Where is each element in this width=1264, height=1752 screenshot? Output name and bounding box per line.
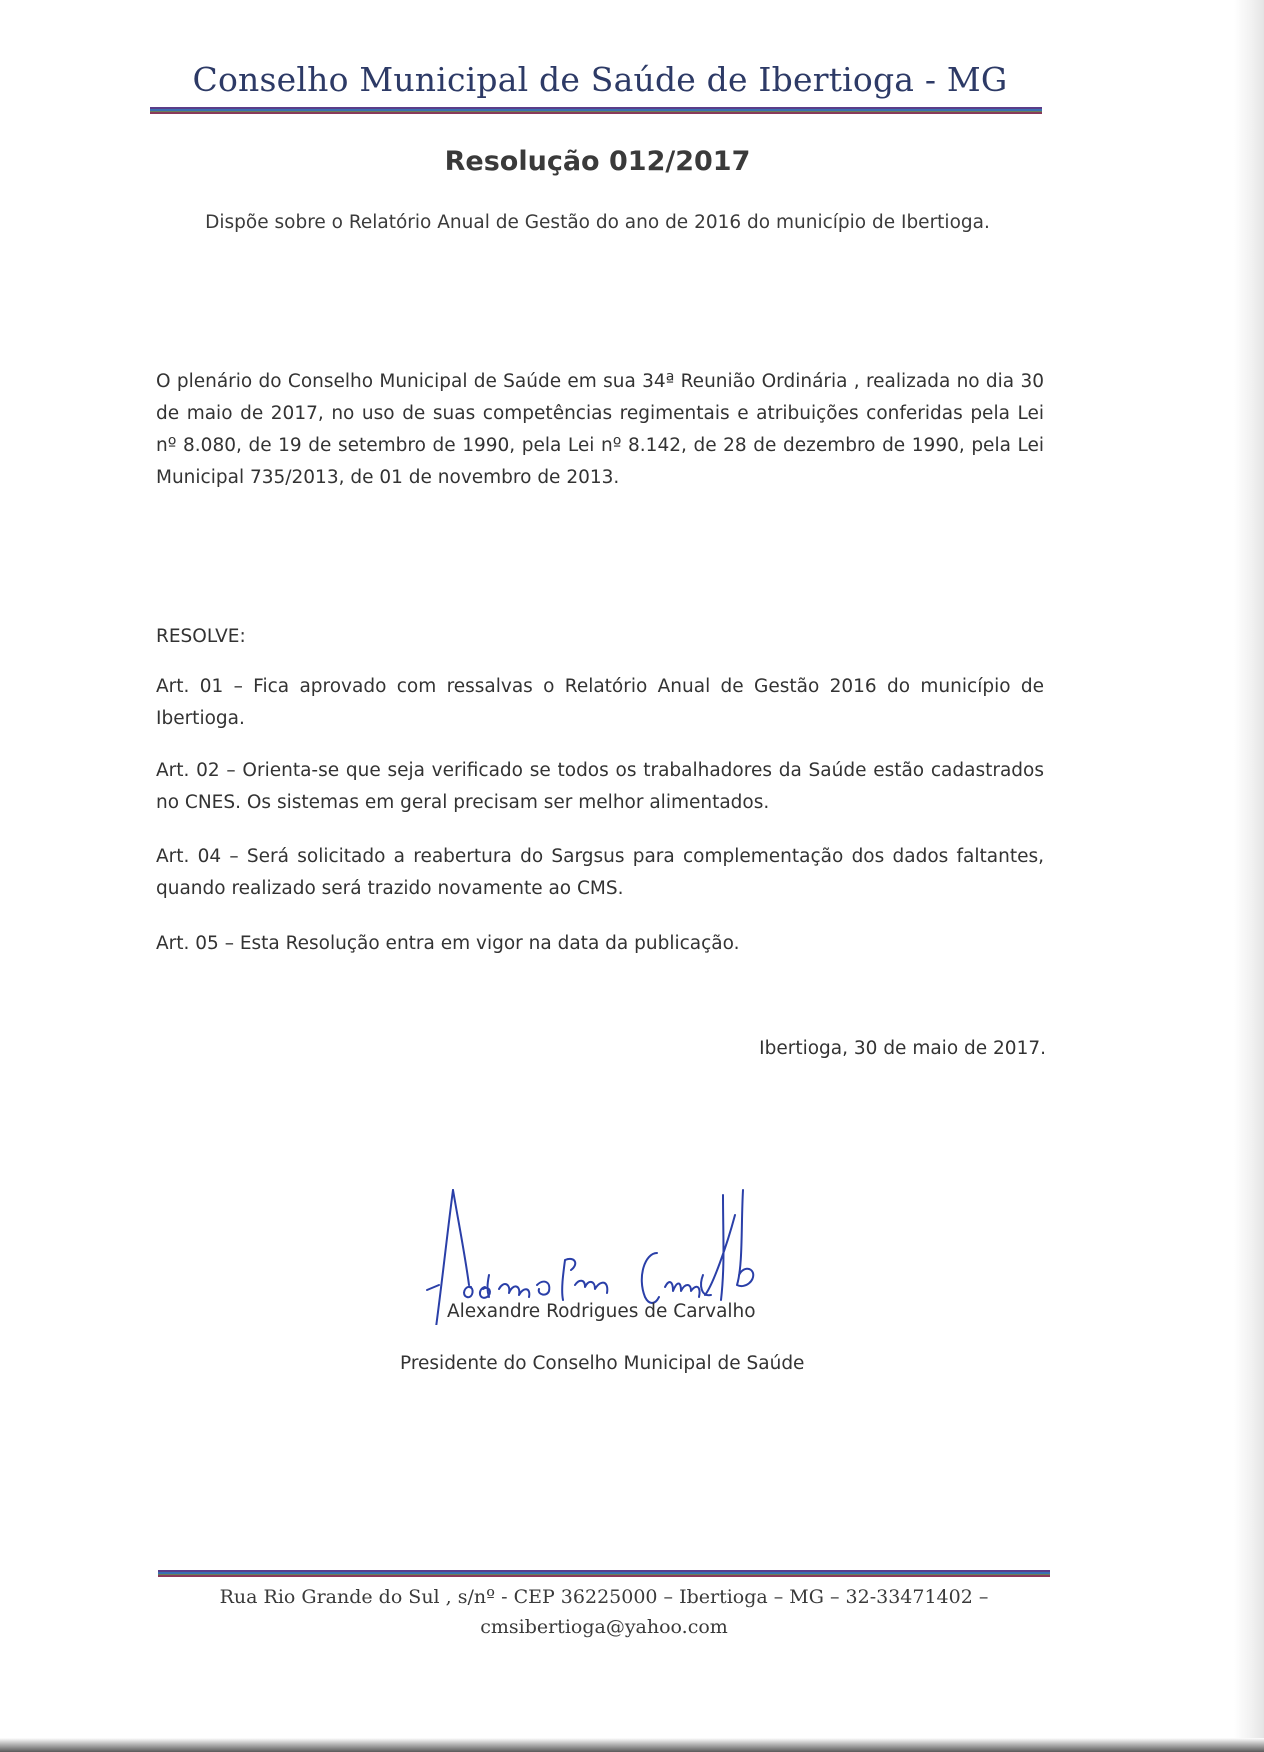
resolution-title: Resolução 012/2017: [444, 146, 751, 177]
article-04: Art. 04 – Será solicitado a reabertura do Sargsus para complementação dos dados faltantes, quando realizado será trazido novamente ao CMS.: [156, 846, 1044, 899]
place-and-date: Ibertioga, 30 de maio de 2017.: [759, 1038, 1046, 1059]
page-edge-shadow: [1234, 0, 1264, 1752]
footer-address: Rua Rio Grande do Sul , s/nº - CEP 36225000 – Ibertioga – MG – 32-33471402 –: [219, 1586, 989, 1608]
article-02: Art. 02 – Orienta-se que seja verificado se todos os trabalhadores da Saúde estão cadastrados no CNES. Os sistemas em geral precisam ser melhor alimentados.: [156, 760, 1044, 813]
letterhead-divider: [150, 107, 1042, 114]
preamble-paragraph: O plenário do Conselho Municipal de Saúde em sua 34ª Reunião Ordinária , realizada no dia 30 de maio de 2017, no uso de suas competências regimentais e atribuições conferidas pela Lei nº 8.080, de 19 de setembro de 1990, pela Lei nº 8.142, de 28 de dezembro de 1990, pela Lei Municipal 735/2013, de 01 de novembro de 2013.: [156, 371, 1044, 488]
article-05: Art. 05 – Esta Resolução entra em vigor na data da publicação.: [156, 933, 740, 954]
signer-name: Alexandre Rodrigues de Carvalho: [447, 1301, 756, 1322]
signer-role: Presidente do Conselho Municipal de Saúde: [400, 1353, 805, 1374]
letterhead-title: Conselho Municipal de Saúde de Ibertioga - MG: [192, 60, 1008, 99]
article-01: Art. 01 – Fica aprovado com ressalvas o Relatório Anual de Gestão 2016 do município de Ibertioga.: [156, 676, 1044, 729]
footer-divider: [158, 1570, 1050, 1577]
resolution-summary: Dispõe sobre o Relatório Anual de Gestão do ano de 2016 do município de Ibertioga.: [205, 212, 990, 233]
resolve-label: RESOLVE:: [156, 626, 246, 647]
footer-address-block: [150, 1582, 1058, 1642]
footer-email: cmsibertioga@yahoo.com: [480, 1616, 728, 1638]
scan-bottom-edge: [0, 1738, 1264, 1752]
